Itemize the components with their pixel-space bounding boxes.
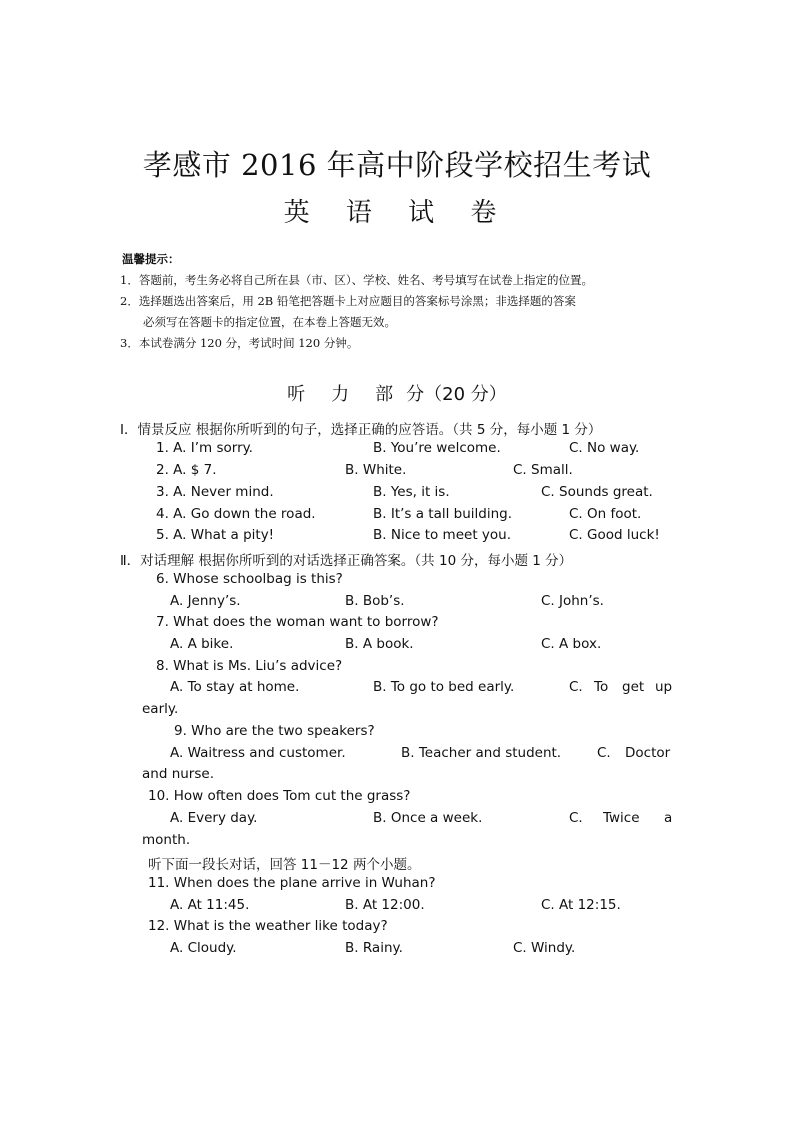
tip-line-2: 2．选择题选出答案后，用 2B 铅笔把答题卡上对应题目的答案标号涂黑；非选择题的答案 [120,294,576,308]
section-word-4: 分（20 分） [406,384,507,405]
q8-option-c-word-3: up [655,679,673,695]
q8-option-a: A. To stay at home. [170,679,300,695]
tip-line-2-cont: 必须写在答题卡的指定位置，在本卷上答题无效。 [143,315,396,329]
q10-option-a: A. Every day. [170,810,258,826]
q11-option-c: C. At 12:15. [541,897,621,913]
section-word-3: 部 [375,384,394,405]
q12-option-c: C. Windy. [513,940,576,956]
tip-line-1: 1．答题前，考生务必将自己所在县（市、区）、学校、姓名、考号填写在试卷上指定的位置。 [120,273,594,287]
q8-option-c-continued: early. [142,701,179,717]
q9-option-c-word: Doctor [625,745,671,761]
q11-option-b: B. At 12:00. [345,897,425,913]
section-word-1: 听 [287,384,306,405]
q8-option-c-word-1: To [594,679,609,695]
q10-option-c-word-2: a [664,810,673,826]
part2-heading: Ⅱ．对话理解 根据你所听到的对话选择正确答案。（共 10 分，每小题 1 分） [120,553,573,569]
q10-option-b: B. Once a week. [373,810,483,826]
section-heading [0,380,794,406]
q11-option-a: A. At 11:45. [170,897,250,913]
section-word-2: 力 [331,384,350,405]
tip-line-3: 3．本试卷满分 120 分，考试时间 120 分钟。 [120,336,359,350]
q5-option-c: C. Good luck! [569,527,660,543]
q3-option-a: 3. A. Never mind. [156,484,274,500]
q1-option-b: B. You’re welcome. [373,440,501,456]
q8-option-c-word-2: get [622,679,645,695]
q8-question: 8. What is Ms. Liu’s advice? [156,658,343,674]
q12-option-b: B. Rainy. [345,940,403,956]
q10-option-c-continued: month. [142,832,191,848]
q8-option-c-label: C. [569,679,583,695]
q10-option-c-label: C. [569,810,583,826]
q5-option-b: B. Nice to meet you. [373,527,511,543]
q9-option-b: B. Teacher and student. [401,745,562,761]
part1-heading: I．情景反应 根据你所听到的句子，选择正确的应答语。（共 5 分，每小题 1 分） [120,422,602,438]
q7-option-c: C. A box. [541,636,602,652]
q1-option-a: 1. A. I’m sorry. [156,440,253,456]
q3-option-b: B. Yes, it is. [373,484,450,500]
q2-option-b: B. White. [345,462,407,478]
q8-option-b: B. To go to bed early. [373,679,515,695]
q2-option-c: C. Small. [513,462,573,478]
long-dialogue-instruction: 听下面一段长对话，回答 11－12 两个小题。 [148,857,421,873]
q10-option-c-word-1: Twice [603,810,640,826]
q4-option-c: C. On foot. [569,506,642,522]
q5-option-a: 5. A. What a pity! [156,527,275,543]
q6-option-b: B. Bob’s. [345,593,405,609]
q9-option-a: A. Waitress and customer. [170,745,346,761]
q1-option-c: C. No way. [569,440,640,456]
q3-option-c: C. Sounds great. [541,484,653,500]
q4-option-a: 4. A. Go down the road. [156,506,316,522]
q7-option-b: B. A book. [345,636,414,652]
q6-question: 6. Whose schoolbag is this? [156,571,343,587]
q9-question: 9. Who are the two speakers? [174,723,375,739]
q7-option-a: A. A bike. [170,636,234,652]
q9-option-c-continued: and nurse. [142,766,214,782]
q7-question: 7. What does the woman want to borrow? [156,614,439,630]
tips-heading: 温馨提示： [122,252,180,266]
q10-question: 10. How often does Tom cut the grass? [148,788,411,804]
exam-title: 孝感市 2016 年高中阶段学校招生考试 [142,148,652,182]
exam-subtitle: 英 语 试 卷 [283,198,511,228]
q9-option-c-label: C. [597,745,611,761]
q12-question: 12. What is the weather like today? [148,918,388,934]
q6-option-c: C. John’s. [541,593,604,609]
q4-option-b: B. It’s a tall building. [373,506,513,522]
q11-question: 11. When does the plane arrive in Wuhan? [148,875,436,891]
q6-option-a: A. Jenny’s. [170,593,241,609]
q12-option-a: A. Cloudy. [170,940,237,956]
q2-option-a: 2. A. $ 7. [156,462,217,478]
